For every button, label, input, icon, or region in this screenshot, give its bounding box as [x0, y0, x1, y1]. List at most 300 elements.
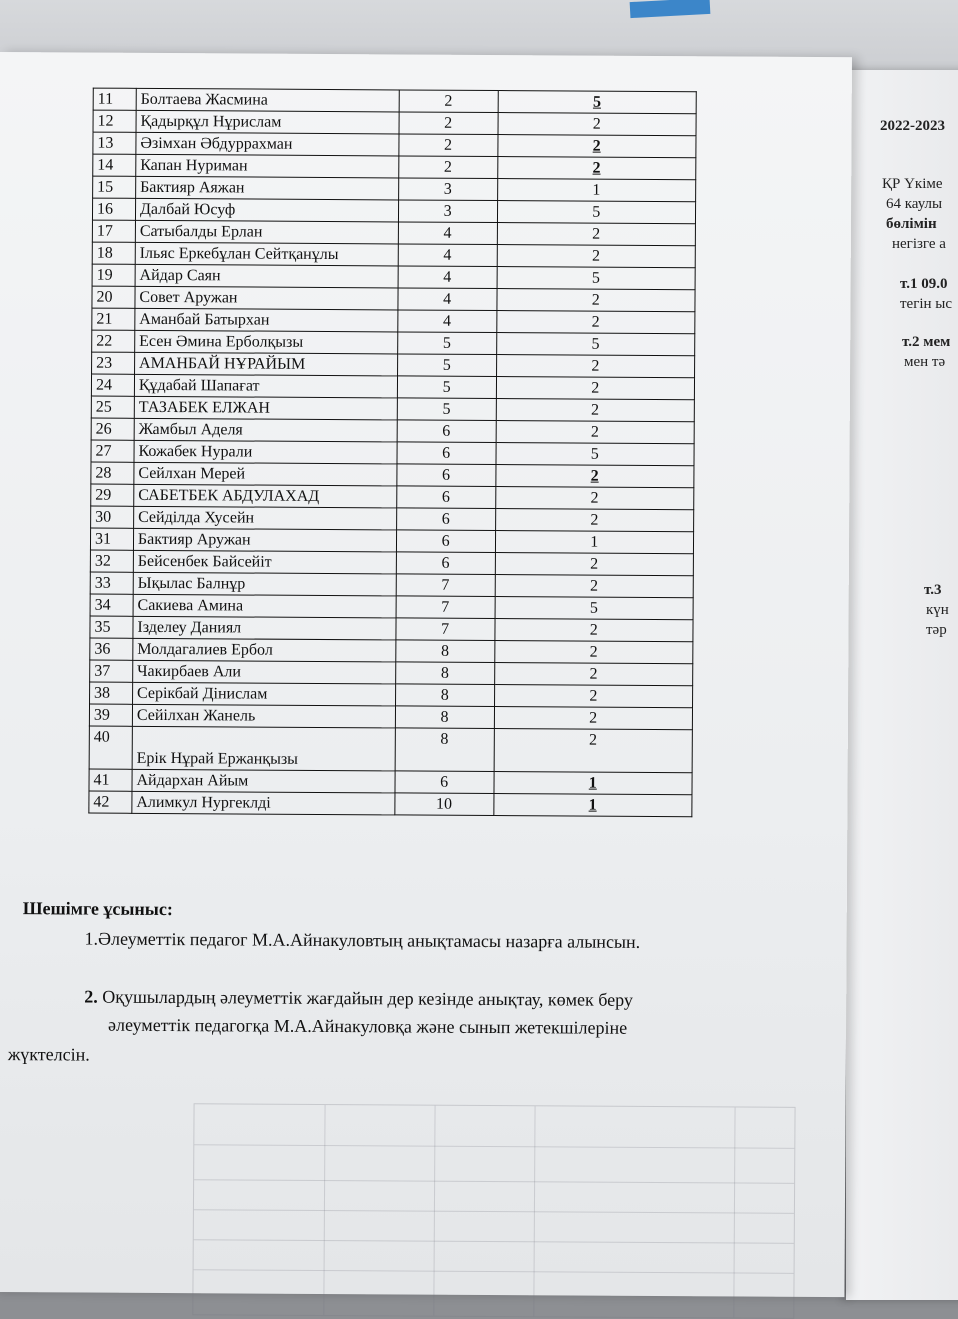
- student-name-cell-text: Құдабай Шапағат: [138, 376, 260, 395]
- row-number-cell-text: 40: [93, 728, 110, 746]
- table-row: [89, 704, 692, 730]
- grade-cell: [397, 354, 496, 377]
- row-number-cell: [92, 264, 135, 286]
- adjacent-fragment: бөлімін: [886, 216, 937, 232]
- student-name-cell-text: Болтаева Жасмина: [140, 90, 268, 109]
- table-row: [91, 506, 694, 532]
- category-cell-text: 5: [589, 599, 598, 617]
- row-number-cell: [92, 242, 135, 264]
- category-cell: [495, 531, 694, 554]
- grade-cell-text: 6: [442, 422, 451, 440]
- table-row: [92, 286, 695, 312]
- row-number-cell: [90, 594, 133, 616]
- adjacent-fragment: негізге а: [892, 236, 946, 252]
- student-name-cell-text: Сейлхан Мерей: [138, 464, 246, 483]
- grade-cell: [397, 464, 496, 487]
- grade-cell-text: 4: [443, 268, 452, 286]
- grade-cell: [396, 508, 495, 531]
- table-row: [91, 462, 694, 488]
- grade-cell-text: 2: [444, 114, 453, 132]
- table-row: [90, 660, 693, 686]
- grade-cell: [396, 596, 495, 619]
- grade-cell: [398, 178, 497, 201]
- row-number-cell: [93, 110, 136, 132]
- row-number-cell-text: 26: [95, 420, 112, 438]
- adjacent-document-page: [846, 70, 958, 1300]
- grade-cell: [398, 200, 497, 223]
- student-name-cell: [134, 418, 397, 442]
- category-cell-text: 2: [592, 137, 601, 155]
- table-row: [90, 682, 693, 708]
- student-name-cell: [135, 220, 398, 244]
- row-number-cell: [91, 484, 134, 506]
- grade-cell: [396, 618, 495, 641]
- grade-cell-text: 4: [443, 224, 452, 242]
- row-number-cell-text: 16: [96, 200, 114, 218]
- student-name-cell: [135, 330, 398, 354]
- student-name-cell-text: Әзімхан Әбдуррахман: [140, 134, 293, 153]
- student-name-cell: [134, 396, 397, 420]
- grade-cell: [398, 222, 497, 245]
- row-number-cell: [92, 220, 135, 242]
- category-cell-text: 2: [590, 467, 599, 485]
- student-name-cell: [133, 660, 396, 684]
- table-row: [92, 308, 695, 334]
- grade-cell-text: 7: [441, 620, 450, 638]
- category-cell: [497, 135, 696, 158]
- grade-cell-text: 4: [443, 290, 452, 308]
- decision-item-2-line-1: [84, 987, 633, 1011]
- grade-cell: [397, 398, 496, 421]
- table-row: [93, 110, 696, 136]
- row-number-cell: [93, 154, 136, 176]
- student-name-cell: [134, 374, 397, 398]
- grade-cell-text: 8: [440, 664, 449, 682]
- row-number-cell-text: 20: [96, 288, 113, 306]
- category-cell: [496, 443, 695, 466]
- row-number-cell-text: 17: [96, 222, 113, 240]
- category-cell-text: 2: [591, 313, 600, 331]
- student-name-cell-text: Сейділда Хусейн: [138, 508, 255, 527]
- student-name-cell-text: Ықылас Балнұр: [137, 574, 246, 593]
- student-name-cell-text: Ільяс Еркебұлан Сейтқанұлы: [139, 244, 339, 264]
- row-number-cell: [92, 330, 135, 352]
- grade-cell-text: 8: [440, 708, 449, 726]
- row-number-cell-text: 35: [94, 618, 111, 636]
- row-number-cell-text: 22: [96, 332, 113, 350]
- document-page: [0, 52, 852, 1297]
- grade-cell: [396, 574, 495, 597]
- student-name-cell: [136, 154, 399, 178]
- decision-heading: Шешімге ұсыныс:: [22, 898, 173, 920]
- grade-cell: [395, 771, 494, 794]
- category-cell-text: 2: [592, 159, 601, 177]
- row-number-cell: [91, 396, 134, 418]
- category-cell-text: 2: [591, 401, 600, 419]
- row-number-cell-text: 14: [97, 156, 114, 174]
- row-number-cell: [92, 198, 135, 220]
- category-cell-text: 1: [588, 774, 597, 792]
- table-row: [89, 726, 692, 773]
- table-row: [93, 176, 696, 202]
- grade-cell-text: 4: [442, 312, 452, 330]
- row-number-cell: [92, 352, 135, 374]
- category-cell-text: 2: [590, 423, 600, 441]
- category-cell: [495, 465, 694, 488]
- row-number-cell-text: 27: [95, 442, 112, 460]
- category-cell: [493, 794, 692, 817]
- student-name-cell: [133, 572, 396, 596]
- category-cell: [496, 333, 695, 356]
- table-row: [90, 550, 693, 576]
- category-cell-text: 2: [592, 115, 601, 133]
- row-number-cell-text: 21: [96, 310, 113, 328]
- grade-cell: [398, 266, 497, 289]
- grade-cell-text: 3: [443, 180, 452, 198]
- grade-cell-text: 6: [442, 444, 451, 462]
- category-cell: [497, 179, 696, 202]
- decision-item-2-line-2: әлеуметтік педагогқа М.А.Айнакуловқа және сынып жетекшілеріне: [107, 1014, 628, 1038]
- grade-cell-text: 5: [442, 378, 451, 396]
- student-name-cell-text: Есен Әмина Ерболқызы: [139, 332, 304, 351]
- grade-cell: [397, 376, 496, 399]
- grade-cell-text: 4: [443, 246, 452, 264]
- row-number-cell-text: 29: [95, 486, 112, 504]
- student-name-cell-text: Айдархан Айым: [136, 771, 249, 790]
- grade-cell-text: 2: [444, 136, 453, 154]
- category-cell: [494, 663, 693, 686]
- grade-cell: [396, 640, 495, 663]
- grade-cell: [396, 486, 495, 509]
- row-number-cell-text: 36: [94, 640, 111, 658]
- grade-cell-text: 5: [442, 400, 451, 418]
- category-cell: [496, 311, 695, 334]
- grade-cell-text: 6: [441, 532, 450, 550]
- category-cell: [495, 597, 694, 620]
- category-cell-text: 2: [589, 687, 598, 705]
- student-name-cell-text: Сакиева Амина: [137, 596, 244, 615]
- table-row: [92, 330, 695, 356]
- student-name-cell: [132, 704, 395, 728]
- adjacent-fragment: күн: [926, 602, 949, 618]
- grade-cell-text: 10: [436, 795, 453, 813]
- adjacent-fragment: 2022-2023: [880, 118, 945, 134]
- row-number-cell-text: 41: [93, 771, 110, 789]
- student-name-cell: [132, 726, 395, 771]
- category-cell: [494, 685, 693, 708]
- decision-item-1-text: .Әлеуметтік педагог М.А.Айнакуловтың анықтамасы назарға алынсын.: [93, 928, 641, 952]
- category-cell: [494, 619, 693, 642]
- grade-cell: [395, 684, 494, 707]
- category-cell-text: 5: [592, 203, 601, 221]
- decision-item-2-number: 2.: [84, 986, 98, 1007]
- category-cell-text: 2: [591, 357, 600, 375]
- adjacent-fragment: мен тә: [904, 354, 946, 370]
- grade-cell-text: 7: [441, 598, 450, 616]
- student-name-cell: [133, 594, 396, 618]
- table-row: [91, 418, 694, 444]
- student-name-cell-text: Совет Аружан: [139, 288, 238, 307]
- student-name-cell-text: ТАЗАБЕК ЕЛЖАН: [138, 398, 271, 417]
- student-name-cell: [132, 769, 395, 793]
- row-number-cell-text: 42: [93, 793, 110, 811]
- row-number-cell: [90, 638, 133, 660]
- student-name-cell: [133, 528, 396, 552]
- table-row: [91, 440, 694, 466]
- table-row: [89, 769, 692, 795]
- student-name-cell: [135, 308, 398, 332]
- student-name-cell: [136, 132, 399, 156]
- bleed-through-table: [192, 1103, 795, 1319]
- category-cell-text: 2: [589, 621, 598, 639]
- grade-cell-text: 8: [440, 642, 450, 660]
- grade-cell-text: 5: [442, 334, 451, 352]
- category-cell-text: 2: [592, 225, 601, 243]
- grade-cell: [398, 244, 497, 267]
- category-cell: [496, 355, 695, 378]
- category-cell: [497, 223, 696, 246]
- student-name-cell-text: Капан Нуриман: [140, 156, 248, 175]
- student-name-cell-text: Жамбыл Аделя: [138, 420, 243, 439]
- row-number-cell: [93, 88, 136, 110]
- category-cell: [494, 772, 693, 795]
- grade-cell-text: 8: [440, 686, 449, 704]
- category-cell-text: 1: [590, 533, 599, 551]
- grade-cell-text: 3: [443, 202, 452, 220]
- table-row: [90, 572, 693, 598]
- adjacent-fragment: тәр: [926, 622, 947, 638]
- category-cell: [494, 641, 693, 664]
- row-number-cell-text: 31: [94, 530, 112, 548]
- student-name-cell-text: Бактияр Аяжан: [140, 178, 245, 197]
- grade-cell-text: 6: [441, 554, 450, 572]
- category-cell: [498, 113, 697, 136]
- table-row: [92, 198, 695, 224]
- category-cell-text: 2: [589, 731, 598, 749]
- row-number-cell: [89, 769, 132, 791]
- student-name-cell: [135, 198, 398, 222]
- row-number-cell: [91, 462, 134, 484]
- row-number-cell-text: 38: [94, 684, 111, 702]
- category-cell-text: 5: [592, 93, 602, 111]
- category-cell-text: 2: [590, 489, 599, 507]
- grade-cell: [399, 112, 498, 135]
- adjacent-fragment: тегін ыс: [900, 296, 953, 312]
- grade-cell: [395, 728, 494, 772]
- table-row: [91, 374, 694, 400]
- row-number-cell-text: 18: [96, 244, 113, 262]
- student-name-cell: [132, 791, 395, 815]
- student-name-cell-text: Аманбай Батырхан: [139, 310, 270, 329]
- grade-cell: [399, 156, 498, 179]
- student-name-cell-text: Айдар Саян: [139, 266, 221, 285]
- row-number-cell: [92, 286, 135, 308]
- student-name-cell: [134, 506, 397, 530]
- row-number-cell-text: 24: [95, 376, 113, 394]
- row-number-cell-text: 13: [97, 134, 114, 152]
- category-cell: [498, 91, 697, 114]
- row-number-cell-text: 19: [96, 266, 113, 284]
- roster-table-body: [89, 88, 696, 817]
- grade-cell-text: 6: [441, 488, 450, 506]
- grade-cell-text: 6: [440, 773, 449, 791]
- student-name-cell-text: Ерік Нұрай Ержанқызы: [136, 749, 298, 768]
- row-number-cell-text: 32: [94, 552, 111, 570]
- row-number-cell: [90, 682, 133, 704]
- grade-cell: [396, 552, 495, 575]
- row-number-cell: [93, 132, 136, 154]
- row-number-cell: [91, 440, 134, 462]
- grade-cell: [399, 134, 498, 157]
- row-number-cell: [90, 528, 133, 550]
- row-number-cell-text: 23: [96, 354, 113, 372]
- student-name-cell: [134, 440, 397, 464]
- row-number-cell: [90, 616, 133, 638]
- row-number-cell: [89, 726, 132, 769]
- grade-cell-text: 7: [441, 576, 450, 594]
- table-row: [90, 616, 693, 642]
- adjacent-fragment: ҚР Үкіме: [882, 176, 943, 192]
- student-name-cell: [136, 110, 399, 134]
- row-number-cell-text: 39: [93, 706, 111, 724]
- student-roster-table: [88, 88, 696, 818]
- decision-item-1-number: 1: [84, 928, 94, 949]
- row-number-cell-text: 12: [97, 112, 114, 130]
- row-number-cell: [90, 572, 133, 594]
- table-row: [92, 352, 695, 378]
- row-number-cell: [91, 374, 134, 396]
- table-row: [93, 132, 696, 158]
- decision-item-2-line-3: жүктелсін.: [7, 1044, 90, 1065]
- student-name-cell-text: Сейілхан Жанель: [136, 706, 256, 725]
- student-name-cell-text: Алимкул Нургеклді: [136, 793, 271, 812]
- row-number-cell-text: 11: [97, 90, 114, 108]
- grade-cell-text: 8: [440, 730, 449, 748]
- grade-cell: [395, 706, 494, 729]
- grade-cell: [397, 332, 496, 355]
- category-cell-text: 2: [590, 511, 599, 529]
- row-number-cell: [92, 308, 135, 330]
- category-cell: [495, 487, 694, 510]
- row-number-cell-text: 33: [94, 574, 111, 592]
- row-number-cell-text: 37: [94, 662, 111, 680]
- row-number-cell: [89, 704, 132, 726]
- student-name-cell: [134, 352, 397, 376]
- student-name-cell-text: Далбай Юсуф: [139, 200, 236, 219]
- student-name-cell: [135, 286, 398, 310]
- student-name-cell-text: Ізделеу Даниял: [137, 618, 242, 637]
- table-row: [93, 154, 696, 180]
- student-name-cell: [133, 638, 396, 662]
- category-cell-text: 1: [588, 796, 597, 814]
- student-name-cell: [134, 462, 397, 486]
- student-name-cell-text: САБЕТБЕК АБДУЛАХАД: [138, 486, 320, 505]
- category-cell: [495, 575, 694, 598]
- student-name-cell: [136, 88, 399, 112]
- table-row: [92, 242, 695, 268]
- grade-cell: [398, 310, 497, 333]
- table-row: [91, 484, 694, 510]
- row-number-cell-text: 34: [94, 596, 111, 614]
- adjacent-fragment: т.3: [924, 582, 942, 598]
- student-name-cell-text: Қадырқұл Нұрислам: [140, 112, 282, 131]
- table-row: [90, 594, 693, 620]
- row-number-cell-text: 28: [95, 464, 112, 482]
- row-number-cell-text: 25: [95, 398, 112, 416]
- grade-cell: [397, 420, 496, 443]
- student-name-cell: [135, 264, 398, 288]
- decision-item-1: [85, 929, 641, 953]
- category-cell: [494, 729, 693, 773]
- category-cell-text: 2: [589, 643, 598, 661]
- category-cell: [497, 245, 696, 268]
- category-cell: [496, 377, 695, 400]
- student-name-cell: [134, 484, 397, 508]
- category-cell: [497, 201, 696, 224]
- decision-item-2-text: Оқушылардың әлеуметтік жағдайын дер кезінде анықтау, көмек беру: [97, 986, 633, 1010]
- category-cell-text: 2: [589, 577, 599, 595]
- row-number-cell: [90, 550, 133, 572]
- table-row: [93, 88, 696, 114]
- category-cell: [496, 399, 695, 422]
- student-name-cell: [133, 616, 396, 640]
- grade-cell: [396, 530, 495, 553]
- grade-cell-text: 6: [442, 466, 451, 484]
- category-cell-text: 2: [591, 291, 600, 309]
- student-name-cell-text: Молдагалиев Ербол: [137, 640, 273, 659]
- table-row: [91, 396, 694, 422]
- category-cell-text: 2: [589, 709, 598, 727]
- adjacent-fragment: т.2 мем: [902, 334, 951, 350]
- student-name-cell: [133, 550, 396, 574]
- category-cell-text: 5: [591, 335, 600, 353]
- category-cell-text: 5: [590, 445, 599, 463]
- student-name-cell-text: Серікбай Дінислам: [136, 684, 268, 703]
- row-number-cell: [90, 660, 133, 682]
- grade-cell: [395, 793, 494, 816]
- row-number-cell: [89, 791, 132, 813]
- adjacent-fragment: т.1 09.0: [900, 276, 948, 292]
- grade-cell: [399, 90, 498, 113]
- student-name-cell-text: Кожабек Нурали: [138, 442, 253, 461]
- category-cell-text: 5: [591, 269, 600, 287]
- student-name-cell-text: АМАНБАЙ НҰРАЙЫМ: [138, 354, 306, 373]
- student-name-cell: [136, 176, 399, 200]
- category-cell-text: 1: [592, 181, 601, 199]
- grade-cell: [395, 662, 494, 685]
- row-number-cell: [91, 506, 134, 528]
- row-number-cell-text: 30: [95, 508, 112, 526]
- table-row: [90, 638, 693, 664]
- category-cell: [496, 421, 695, 444]
- grade-cell: [397, 442, 496, 465]
- row-number-cell-text: 15: [97, 178, 114, 196]
- student-name-cell-text: Бактияр Аружан: [137, 530, 251, 549]
- table-row: [89, 791, 692, 817]
- category-cell-text: 2: [589, 665, 598, 683]
- adjacent-fragment: 64 каулы: [886, 196, 943, 212]
- category-cell: [497, 267, 696, 290]
- table-row: [92, 220, 695, 246]
- category-cell-text: 2: [590, 555, 599, 573]
- category-cell: [495, 553, 694, 576]
- category-cell: [496, 289, 695, 312]
- student-name-cell-text: Чакирбаев Али: [137, 662, 242, 681]
- row-number-cell: [91, 418, 134, 440]
- category-cell: [497, 157, 696, 180]
- student-name-cell: [135, 242, 398, 266]
- student-name-cell-text: Сатыбалды Ерлан: [139, 222, 263, 241]
